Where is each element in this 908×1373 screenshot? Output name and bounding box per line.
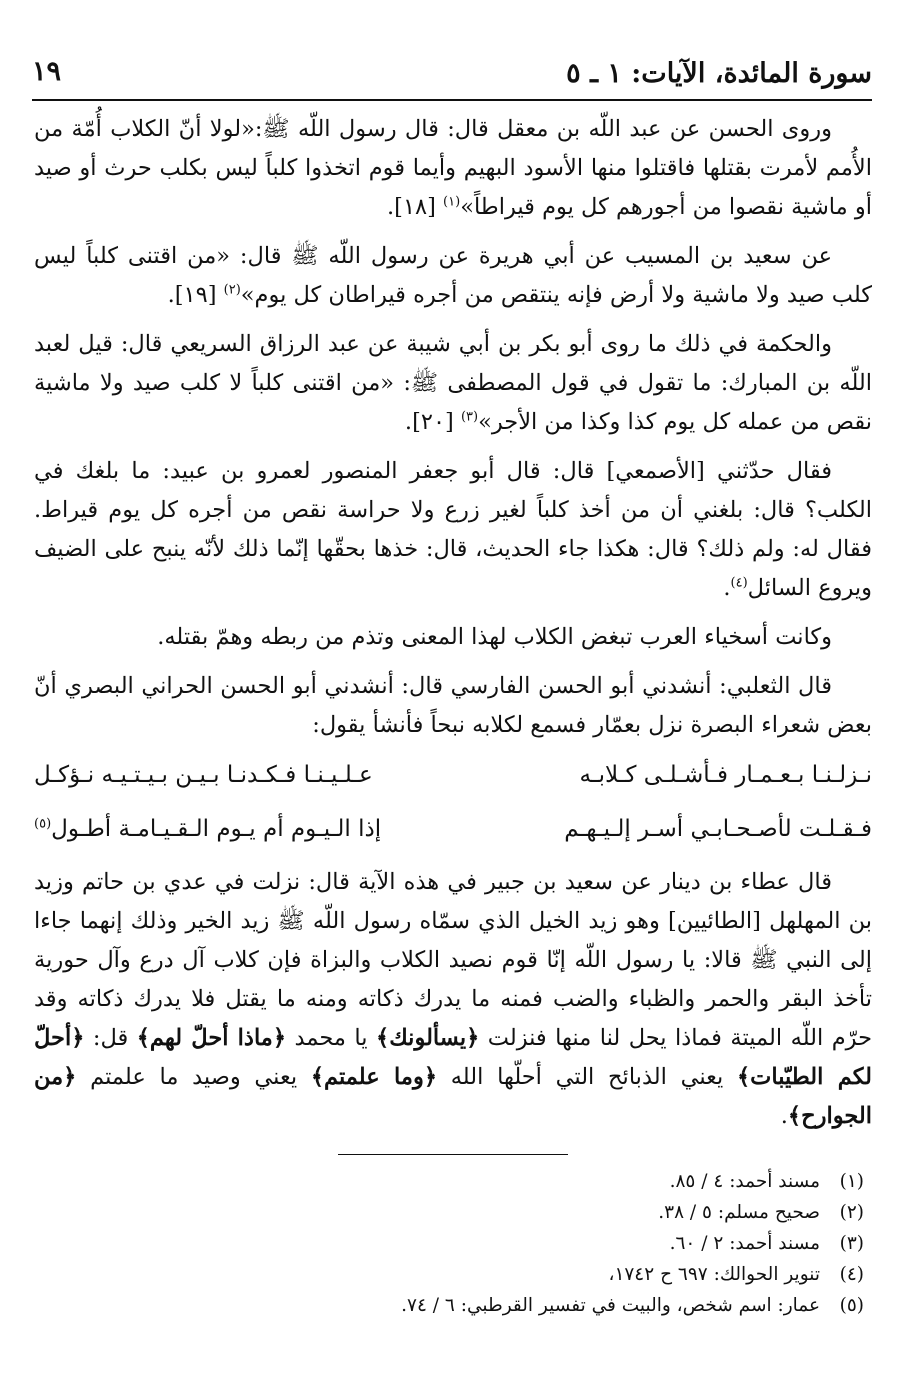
footnote-ref: (٤) — [730, 575, 748, 591]
poem-verse-2 — [34, 807, 872, 851]
verse-second-hemistich — [34, 807, 419, 851]
paragraph-text: يعني وصيد ما علمتم — [76, 1064, 311, 1090]
paragraph-2 — [34, 237, 872, 315]
footnote-ref: (١) — [443, 194, 461, 210]
quran-quote: ﴿يسألونك﴾ — [376, 1025, 480, 1051]
footnote-text: تنوير الحوالك: ٦٩٧ ح ١٧٤٢، — [608, 1264, 820, 1285]
paragraph-7 — [34, 863, 872, 1136]
footnotes — [40, 1166, 864, 1321]
footnote-4 — [40, 1259, 864, 1290]
footnote-ref: (٣) — [460, 409, 479, 425]
paragraph-text: يا محمد — [286, 1025, 377, 1051]
poem — [34, 753, 872, 851]
paragraph-text: وكانت أسخياء العرب تبغض الكلاب لهذا المعنى وتذم من ربطه وهمّ بقتله. — [157, 624, 832, 650]
main-text — [34, 110, 872, 1146]
footnote-number: (١) — [839, 1171, 864, 1192]
page-number: ١٩ — [32, 56, 62, 87]
footnote-text: عمار: اسم شخص، والبيت في تفسير القرطبي: ٦ / ٧٤. — [401, 1295, 820, 1316]
verse-first-hemistich: فـقـلـت لأصـحـابـي أسـر إلـيـهـم — [564, 816, 872, 842]
paragraph-end: . — [723, 575, 731, 601]
footnote-ref: (٢) — [223, 282, 241, 298]
paragraph-5 — [34, 618, 872, 657]
paragraph-text: وروى الحسن عن عبد اللّه بن معقل قال: قال رسول اللّه ﷺ:«لولا أنّ الكلاب أُمّة من الأُمم لأمرت بقتلها فاقتلوا منها الأسود البهيم وأيما قوم اتخذوا كلباً ليس بكلب حرث أو صيد أو ماشية نقصوا من أجورهم كل يوم قيراطاً» — [34, 116, 872, 220]
footnote-3 — [40, 1228, 864, 1259]
footnote-number: (٤) — [839, 1264, 864, 1285]
citation-number: [١٩]. — [167, 282, 224, 308]
footnote-text: صحيح مسلم: ٥ / ٣٨. — [658, 1202, 820, 1223]
paragraph-text: قال عطاء بن دينار عن سعيد بن جبير في هذه الآية قال: نزلت في عدي بن حاتم وزيد بن المهلهل [الطائيين] وهو زيد الخيل الذي سمّاه رسول اللّه ﷺ زيد الخير وذلك إنهما جاءا إلى النبي ﷺ قالا: يا رسول اللّه إنّا قوم نصيد الكلاب والبزاة فإن كلاب آل درع وآل حورية تأخذ البقر والحمر والظباء والضب فمنه ما يدرك ذكاته ومنه ما يقتل فلا يدرك ذكاته وقد حرّم اللّه الميتة فماذا يحل لنا منها فنزلت — [34, 869, 873, 1051]
footnote-ref: (٥) — [34, 816, 52, 832]
paragraph-text: عن سعيد بن المسيب عن أبي هريرة عن رسول اللّه ﷺ قال: «من اقتنى كلباً ليس كلب صيد ولا ماشية ولا أرض فإنه ينتقص من أجره قيراطان كل يوم» — [34, 243, 872, 308]
verse-text: إذا الـيـوم أم يـوم الـقـيـامـة أطـول — [51, 816, 382, 842]
header-title: سورة المائدة، الآيات: ١ ـ ٥ — [566, 58, 872, 89]
footnote-separator — [338, 1154, 568, 1155]
paragraph-text: قال الثعلبي: أنشدني أبو الحسن الفارسي قال: أنشدني أبو الحسن الحراني البصري أنّ بعض شعراء البصرة نزل بعمّار فسمع لكلابه نبحاً فأنشأ يقول: — [34, 673, 872, 738]
footnote-5 — [40, 1290, 864, 1321]
paragraph-3 — [34, 325, 872, 442]
paragraph-end: . — [780, 1103, 788, 1129]
paragraph-text: قل: — [84, 1025, 137, 1051]
poem-verse-1 — [34, 753, 872, 797]
paragraph-1 — [34, 110, 872, 227]
quran-quote: ﴿وما علمتم﴾ — [310, 1064, 438, 1090]
citation-number: [٢٠]. — [404, 409, 461, 435]
verse-second-hemistich: عـلـيـنـا فـكـدنـا بـيـن بـيـتـيـه نـؤكـل — [34, 762, 373, 788]
header-rule — [32, 99, 872, 101]
footnote-text: مسند أحمد: ٢ / ٦٠. — [669, 1233, 820, 1254]
quran-quote: ﴿ماذا أحلّ لهم﴾ — [136, 1025, 287, 1051]
footnote-number: (٣) — [839, 1233, 864, 1254]
footnote-number: (٢) — [839, 1202, 864, 1223]
running-header — [32, 52, 872, 98]
quran-quote: ﴿أحلّ لكم الطيّبات﴾ — [34, 1025, 873, 1090]
quran-quote: ﴿من الجوارح﴾ — [34, 1064, 872, 1129]
paragraph-6 — [34, 667, 872, 745]
footnote-1 — [40, 1166, 864, 1197]
verse-first-hemistich: نـزلـنـا بـعـمـار فـأشـلـى كـلابـه — [579, 762, 872, 788]
paragraph-text: يعني الذبائح التي أحلّها الله — [437, 1064, 737, 1090]
paragraph-text: فقال حدّثني [الأصمعي] قال: قال أبو جعفر المنصور لعمرو بن عبيد: ما بلغك في الكلب؟ قال: بلغني أن من أخذ كلباً لغير زرع ولا حراسة نقص من أجره كل يوم قيراط. فقال له: ولم ذلك؟ قال: هكذا جاء الحديث، قال: خذها بحقّها إنّما ذلك لأنّه ينبح على الضيف ويروع السائل — [34, 458, 872, 601]
footnote-number: (٥) — [839, 1295, 864, 1316]
citation-number: [١٨]. — [387, 194, 444, 220]
footnote-2 — [40, 1197, 864, 1228]
footnote-text: مسند أحمد: ٤ / ٨٥. — [669, 1171, 820, 1192]
paragraph-4 — [34, 452, 872, 608]
paragraph-text: والحكمة في ذلك ما روى أبو بكر بن أبي شيبة عن عبد الرزاق السريعي قال: قيل لعبد اللّه بن المبارك: ما تقول في قول المصطفى ﷺ: «من اقتنى كلباً لا كلب صيد ولا ماشية نقص من عمله كل يوم كذا وكذا من الأجر» — [34, 331, 872, 435]
